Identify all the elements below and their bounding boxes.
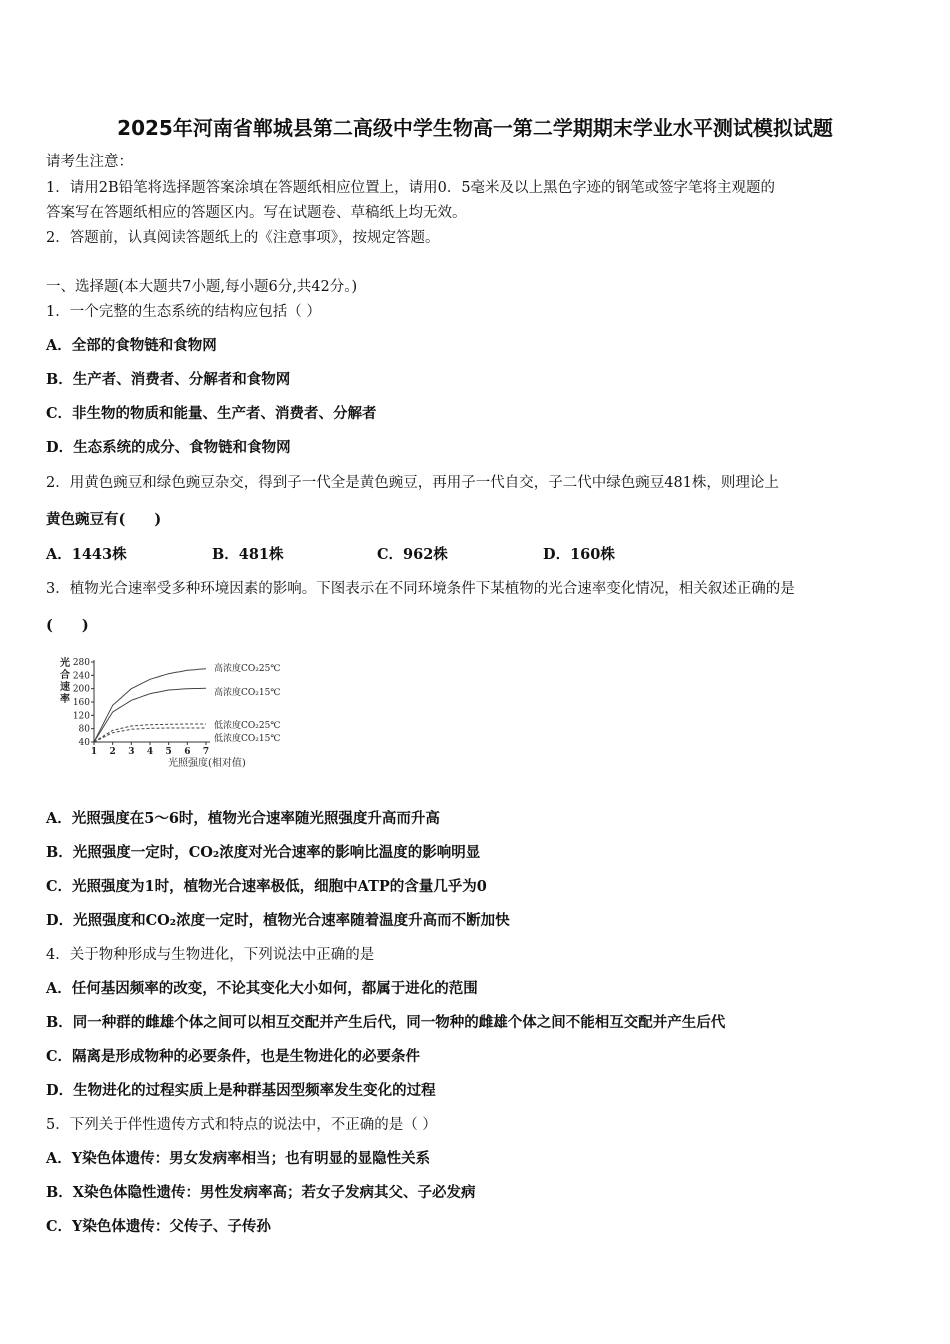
q5-option-c: C．Y染色体遗传：父传子、子传孙: [46, 1218, 271, 1235]
chart-x-label: 光照强度(相对值): [168, 758, 246, 769]
q4-option-b: B．同一种群的雌雄个体之间可以相互交配并产生后代，同一物种的雌雄个体之间不能相互交配并产生后代: [46, 1014, 726, 1031]
chart-x-tick-label: 7: [202, 747, 210, 757]
chart-y-tick-label: 40: [78, 738, 90, 748]
q2-option-c: C．962株: [377, 546, 448, 563]
notice-item-1-line-2: 答案写在答题纸相应的答题区内。写在试题卷、草稿纸上均无效。: [46, 205, 467, 221]
chart-x-tick-label: 3: [128, 747, 135, 757]
q5-stem: 5．下列关于伴性遗传方式和特点的说法中，不正确的是（ ）: [46, 1117, 437, 1133]
chart-y-tick-label: 160: [72, 698, 90, 708]
chart-y-tick-label: 200: [72, 684, 90, 695]
chart-legend-entry: 低浓度CO₂25℃: [214, 721, 281, 731]
chart-legend-entry: 高浓度CO₂25℃: [214, 664, 281, 674]
chart-x-tick-label: 5: [165, 747, 172, 757]
chart-x-tick-label: 1: [90, 747, 98, 757]
chart-y-label: 光合速率: [60, 658, 70, 705]
q3-stem-line-2: ( ): [46, 617, 89, 634]
q4-stem: 4．关于物种形成与生物进化，下列说法中正确的是: [46, 947, 375, 963]
chart-series-line: [94, 728, 206, 742]
q1-option-b: B．生产者、消费者、分解者和食物网: [46, 371, 291, 388]
chart-legend-entry: 低浓度CO₂15℃: [214, 734, 281, 744]
q3-option-d: D．光照强度和CO₂浓度一定时，植物光合速率随着温度升高而不断加快: [46, 912, 510, 929]
chart-x-tick-label: 6: [184, 747, 191, 757]
q2-option-a: A．1443株: [46, 546, 127, 563]
q5-option-b: B．X染色体隐性遗传：男性发病率高；若女子发病其父、子必发病: [46, 1184, 476, 1201]
q3-stem-line-1: 3．植物光合速率受多种环境因素的影响。下图表示在不同环境条件下某植物的光合速率变化情况，相关叙述正确的是: [46, 581, 795, 597]
q1-option-c: C．非生物的物质和能量、生产者、消费者、分解者: [46, 405, 377, 422]
notice-item-1-line-1: 1．请用2B铅笔将选择题答案涂填在答题纸相应位置上，请用0．5毫米及以上黑色字迹的钢笔或签字笔将主观题的: [46, 180, 776, 196]
chart-y-tick-label: 120: [72, 711, 90, 722]
chart-legend: [214, 662, 280, 744]
notice-item-2: 2．答题前，认真阅读答题纸上的《注意事项》，按规定答题。: [46, 230, 440, 246]
photosynthesis-chart: [46, 650, 306, 775]
q1-stem: 1．一个完整的生态系统的结构应包括（ ）: [46, 304, 321, 320]
q4-option-c: C．隔离是形成物种的必要条件，也是生物进化的必要条件: [46, 1048, 421, 1065]
q5-option-a: A．Y染色体遗传：男女发病率相当；也有明显的显隐性关系: [46, 1150, 431, 1167]
chart-x-tick-label: 4: [146, 747, 154, 757]
q3-option-a: A．光照强度在5～6时，植物光合速率随光照强度升高而升高: [46, 810, 440, 827]
chart-y-tick-label: 80: [78, 724, 90, 735]
chart-y-ticks: [73, 658, 94, 748]
page-title: 2025年河南省郸城县第二高级中学生物高一第二学期期末学业水平测试模拟试题: [117, 116, 833, 140]
q4-option-a: A．任何基因频率的改变，不论其变化大小如何，都属于进化的范围: [46, 980, 478, 997]
q4-option-d: D．生物进化的过程实质上是种群基因型频率发生变化的过程: [46, 1082, 436, 1099]
chart-x-tick-label: 2: [109, 747, 116, 757]
chart-series-line: [94, 688, 206, 742]
chart-x-ticks: [91, 742, 209, 757]
chart-legend-entry: 高浓度CO₂15℃: [214, 688, 281, 698]
chart-y-tick-label: 240: [72, 671, 90, 682]
section-heading: 一、选择题(本大题共7小题,每小题6分,共42分。): [46, 279, 358, 295]
q1-option-a: A．全部的食物链和食物网: [46, 337, 217, 354]
q2-option-b: B．481株: [212, 546, 284, 563]
chart-series-line: [94, 724, 206, 742]
q3-option-c: C．光照强度为1时，植物光合速率极低，细胞中ATP的含量几乎为0: [46, 878, 487, 895]
chart-y-tick-label: 280: [72, 658, 90, 668]
notice-heading: 请考生注意：: [46, 154, 133, 170]
chart-series: [94, 669, 206, 742]
q2-stem-line-2: 黄色豌豆有( ): [46, 511, 162, 528]
q1-option-d: D．生态系统的成分、食物链和食物网: [46, 439, 291, 456]
q3-option-b: B．光照强度一定时，CO₂浓度对光合速率的影响比温度的影响明显: [46, 844, 481, 861]
q2-option-d: D．160株: [543, 546, 615, 563]
q2-stem-line-1: 2．用黄色豌豆和绿色豌豆杂交，得到子一代全是黄色豌豆，再用子一代自交，子二代中绿色豌豆481株，则理论上: [46, 475, 779, 491]
